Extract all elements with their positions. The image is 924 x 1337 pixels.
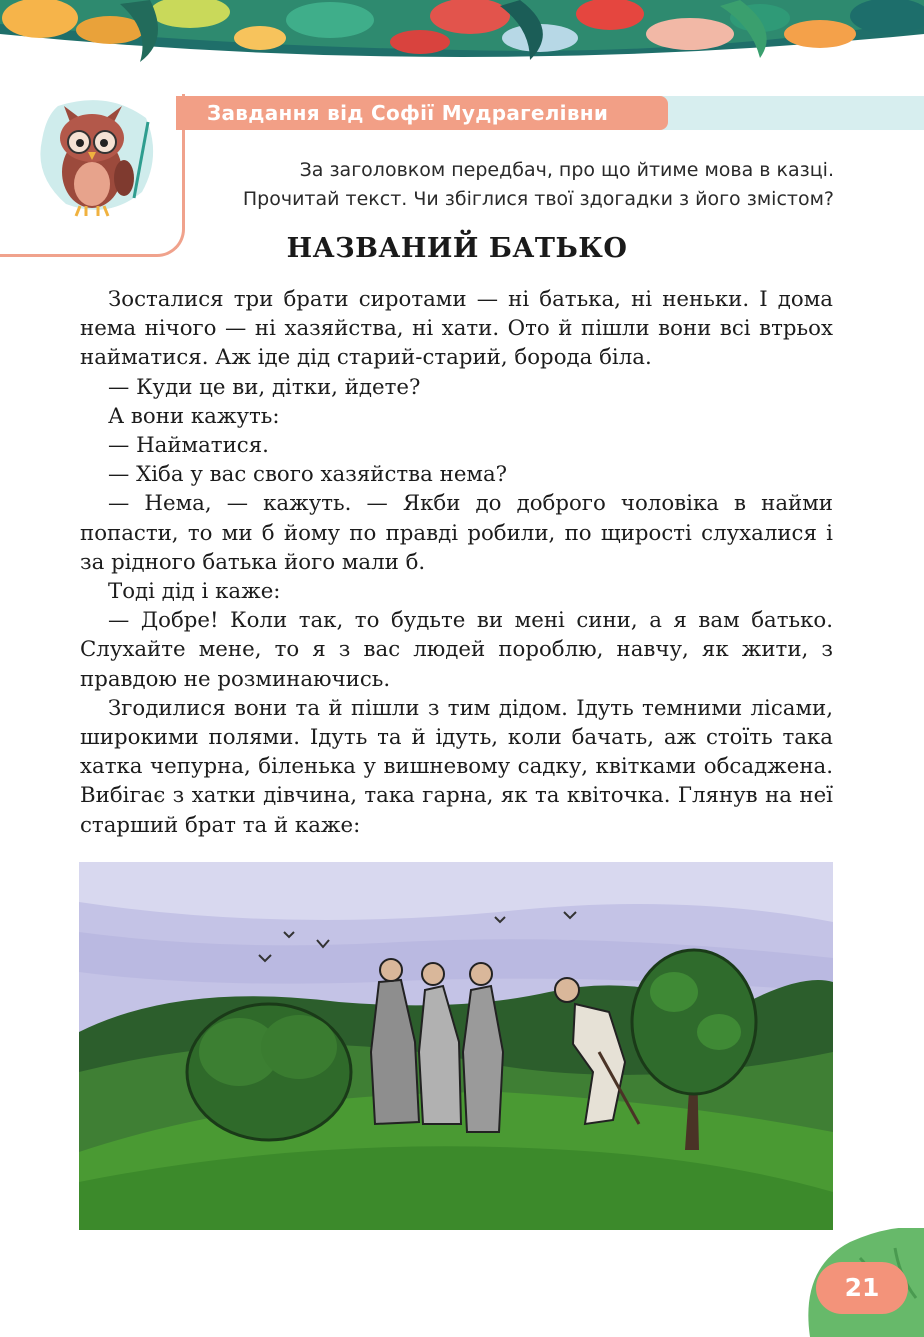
story-text (80, 285, 833, 840)
page-number-badge: 21 (816, 1262, 908, 1314)
three-brothers-figures (371, 959, 503, 1132)
story-title: НАЗВАНИЙ БАТЬКО (286, 233, 628, 264)
owl-mascot-icon (52, 100, 172, 222)
story-paragraph: — Нема, — кажуть. — Якби до доброго чоловіка в найми попасти, то ми б йому по правді робили, по щирості слухалися і за рідного батька його мали б. (80, 491, 833, 575)
story-paragraph: — Найматися. (108, 433, 269, 459)
story-paragraph: Згодилися вони та й пішли з тим дідом. Ідуть темними лісами, широкими полями. Ідуть та й ідуть, коли бачать, аж стоїть така хатка чепурна, біленька у вишневому садку, квітками обсаджена. Вибігає з хатки дівчина, така гарна, як та квіточка. Глянув на неї старший брат та й каже: (80, 695, 833, 838)
story-paragraph: Зосталися три брати сиротами — ні батька, ні неньки. І дома нема нічого — ні хазяйства, ні хати. Ото й пішли вони всі втрьох найматися. Аж іде дід старий-старий, борода біла. (80, 287, 833, 371)
bush-icon (187, 1004, 351, 1140)
task-header-strip (640, 96, 924, 130)
task-header: Завдання від Софії Мудрагелівни (176, 96, 668, 130)
story-paragraph: — Хіба у вас свого хазяйства нема? (108, 462, 508, 488)
floral-top-banner (0, 0, 924, 70)
story-paragraph: Тоді дід і каже: (108, 579, 281, 605)
story-paragraph: — Куди це ви, дітки, йдете? (108, 374, 421, 400)
task-line-1: За заголовком передбач, про що йтиме мова в казці. (299, 159, 834, 181)
task-instructions (174, 156, 834, 214)
story-paragraph: А вони кажуть: (108, 403, 280, 429)
story-paragraph: — Добре! Коли так, то будьте ви мені сини, а я вам батько. Слухайте мене, то я з вас людей пороблю, навчу, як жити, з правдою не розминаючись. (80, 608, 833, 692)
task-line-2: Прочитай текст. Чи збіглися твої здогадки з його змістом? (242, 188, 834, 210)
story-illustration (79, 862, 833, 1230)
